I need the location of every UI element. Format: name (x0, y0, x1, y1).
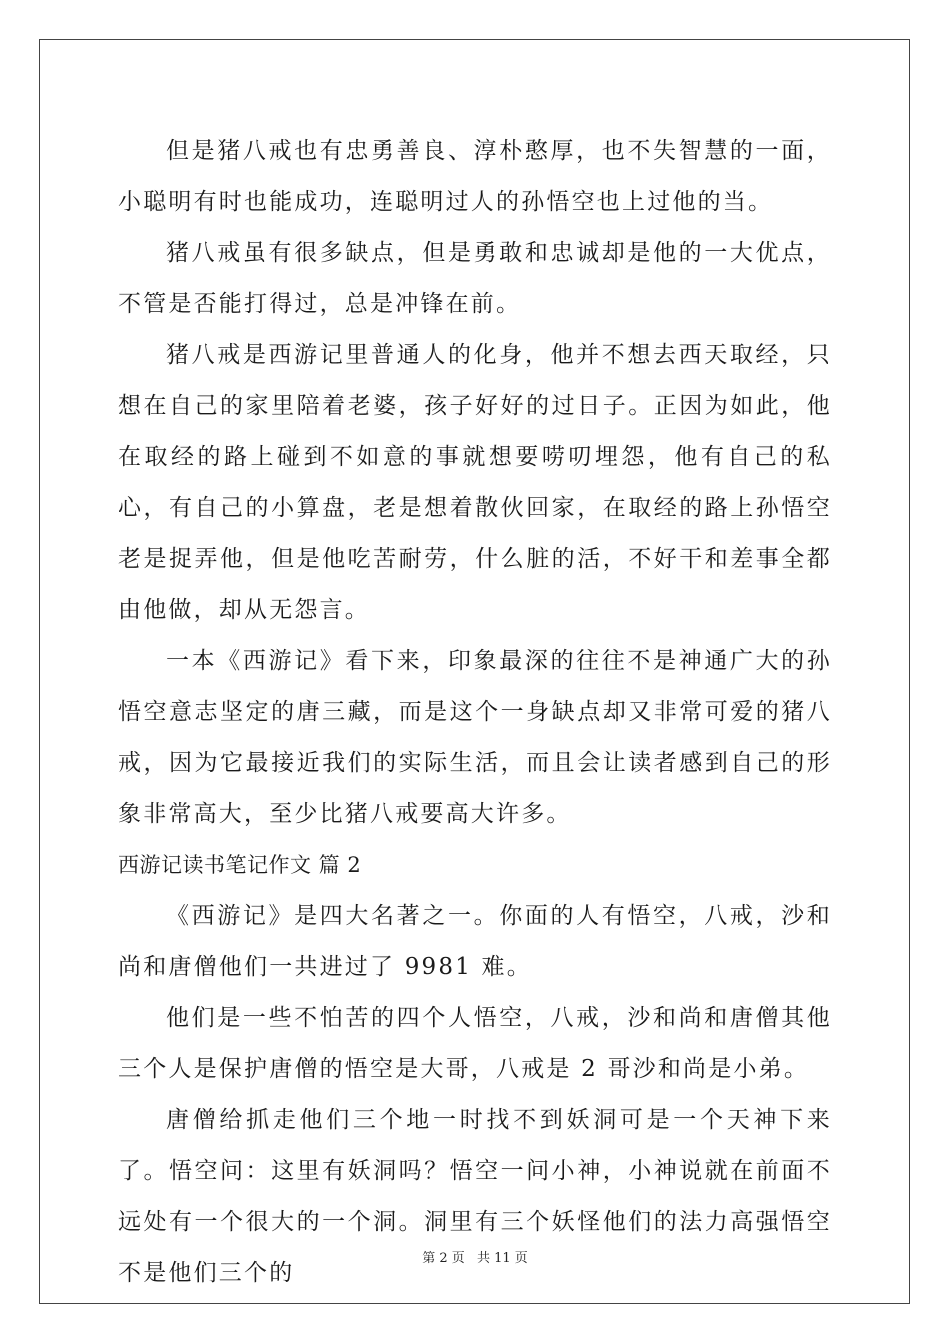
page-number: 第 2 页 (422, 1251, 465, 1266)
paragraph: 猪八戒是西游记里普通人的化身，他并不想去西天取经，只想在自己的家里陪着老婆，孩子好好的过日子。正因为如此，他在取经的路上碰到不如意的事就想要唠叨埋怨，他有自己的私心，有自己的小算盘，老是想着散伙回家，在取经的路上孙悟空老是捉弄他，但是他吃苦耐劳，什么脏的活，不好干和差事全都由他做，却从无怨言。 (118, 342, 832, 623)
paragraph: 猪八戒虽有很多缺点，但是勇敢和忠诚却是他的一大优点，不管是否能打得过，总是冲锋在前。 (118, 240, 832, 317)
paragraph: 唐僧给抓走他们三个地一时找不到妖洞可是一个天神下来了。悟空问：这里有妖洞吗？悟空一问小神，小神说就在前面不远处有一个很大的一个洞。洞里有三个妖怪他们的法力高强悟空不是他们三个的 (118, 1107, 832, 1286)
paragraph: 他们是一些不怕苦的四个人悟空，八戒，沙和尚和唐僧其他三个人是保护唐僧的悟空是大哥，八戒是 2 哥沙和尚是小弟。 (118, 1005, 832, 1082)
paragraph: 《西游记》是四大名著之一。你面的人有悟空，八戒，沙和尚和唐僧他们一共进过了 9981 难。 (118, 903, 832, 980)
page-total: 共 11 页 (476, 1251, 528, 1266)
paragraph: 一本《西游记》看下来，印象最深的往往不是神通广大的孙悟空意志坚定的唐三藏，而是这个一身缺点却又非常可爱的猪八戒，因为它最接近我们的实际生活，而且会让读者感到自己的形象非常高大，至少比猪八戒要高大许多。 (118, 648, 832, 827)
page-footer (0, 1247, 950, 1266)
section-heading: 西游记读书笔记作文 篇 2 (118, 853, 362, 877)
document-body (118, 126, 832, 1299)
paragraph: 但是猪八戒也有忠勇善良、淳朴憨厚，也不失智慧的一面，小聪明有时也能成功，连聪明过人的孙悟空也上过他的当。 (118, 138, 832, 215)
